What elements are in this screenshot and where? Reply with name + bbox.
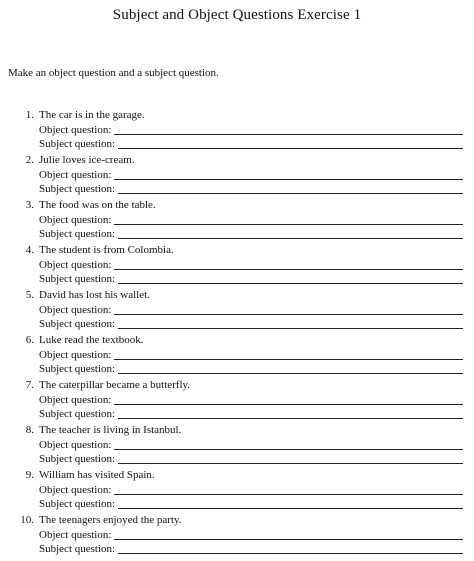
exercise-item	[0, 288, 474, 333]
object-question-label: Object question:	[39, 214, 112, 226]
item-sentence: The caterpillar became a butterfly.	[39, 379, 191, 391]
object-question-row	[39, 123, 463, 137]
instruction-text: Make an object question and a subject question.	[8, 67, 219, 79]
item-sentence: David has lost his wallet.	[39, 289, 150, 301]
object-question-label: Object question:	[39, 124, 112, 136]
object-question-label: Object question:	[39, 169, 112, 181]
item-number: 8.	[25, 424, 34, 436]
subject-question-row	[39, 452, 463, 466]
exercise-item	[0, 108, 474, 153]
item-number: 5.	[25, 289, 34, 301]
exercise-item	[0, 153, 474, 198]
object-question-label: Object question:	[39, 394, 112, 406]
subject-question-row	[39, 272, 463, 286]
subject-answer-line[interactable]	[118, 542, 463, 554]
subject-question-label: Subject question:	[39, 363, 116, 375]
exercise-item	[0, 198, 474, 243]
subject-question-row	[39, 542, 463, 556]
subject-answer-line[interactable]	[118, 362, 463, 374]
object-answer-line[interactable]	[114, 348, 463, 360]
item-sentence: The teacher is living in Istanbul.	[39, 424, 182, 436]
subject-question-row	[39, 317, 463, 331]
object-question-row	[39, 528, 463, 542]
object-answer-line[interactable]	[114, 528, 463, 540]
object-answer-line[interactable]	[114, 213, 463, 225]
subject-answer-line[interactable]	[118, 452, 463, 464]
subject-question-row	[39, 227, 463, 241]
object-question-label: Object question:	[39, 439, 112, 451]
subject-question-label: Subject question:	[39, 138, 116, 150]
subject-question-label: Subject question:	[39, 273, 116, 285]
subject-question-row	[39, 362, 463, 376]
subject-question-row	[39, 137, 463, 151]
object-answer-line[interactable]	[114, 168, 463, 180]
item-sentence: The teenagers enjoyed the party.	[39, 514, 182, 526]
subject-answer-line[interactable]	[118, 272, 463, 284]
object-question-label: Object question:	[39, 529, 112, 541]
exercise-item	[0, 423, 474, 468]
exercise-item	[0, 468, 474, 513]
subject-question-label: Subject question:	[39, 183, 116, 195]
object-question-row	[39, 168, 463, 182]
object-question-label: Object question:	[39, 259, 112, 271]
object-question-row	[39, 483, 463, 497]
subject-question-row	[39, 182, 463, 196]
object-answer-line[interactable]	[114, 303, 463, 315]
page-title: Subject and Object Questions Exercise 1	[112, 7, 362, 23]
subject-answer-line[interactable]	[118, 317, 463, 329]
subject-answer-line[interactable]	[118, 137, 463, 149]
subject-answer-line[interactable]	[118, 407, 463, 419]
item-number: 10.	[20, 514, 34, 526]
item-number: 7.	[25, 379, 34, 391]
subject-question-label: Subject question:	[39, 543, 116, 555]
exercise-item	[0, 378, 474, 423]
subject-question-label: Subject question:	[39, 228, 116, 240]
item-sentence: Julie loves ice-cream.	[39, 154, 135, 166]
item-number: 2.	[25, 154, 34, 166]
item-number: 4.	[25, 244, 34, 256]
object-question-label: Object question:	[39, 304, 112, 316]
object-answer-line[interactable]	[114, 258, 463, 270]
subject-question-row	[39, 497, 463, 511]
object-answer-line[interactable]	[114, 438, 463, 450]
item-number: 9.	[25, 469, 34, 481]
item-sentence: The car is in the garage.	[39, 109, 145, 121]
item-number: 3.	[25, 199, 34, 211]
subject-question-label: Subject question:	[39, 498, 116, 510]
object-question-row	[39, 258, 463, 272]
object-answer-line[interactable]	[114, 123, 463, 135]
object-question-row	[39, 348, 463, 362]
object-question-row	[39, 438, 463, 452]
exercise-item	[0, 513, 474, 558]
subject-question-label: Subject question:	[39, 408, 116, 420]
exercise-item	[0, 243, 474, 288]
subject-question-label: Subject question:	[39, 453, 116, 465]
object-question-row	[39, 303, 463, 317]
object-question-label: Object question:	[39, 349, 112, 361]
object-question-row	[39, 213, 463, 227]
item-number: 6.	[25, 334, 34, 346]
object-answer-line[interactable]	[114, 483, 463, 495]
subject-question-row	[39, 407, 463, 421]
subject-question-label: Subject question:	[39, 318, 116, 330]
exercise-item	[0, 333, 474, 378]
exercise-list	[0, 108, 474, 558]
subject-answer-line[interactable]	[118, 227, 463, 239]
item-sentence: The food was on the table.	[39, 199, 156, 211]
item-sentence: William has visited Spain.	[39, 469, 155, 481]
item-sentence: Luke read the textbook.	[39, 334, 144, 346]
subject-answer-line[interactable]	[118, 182, 463, 194]
object-answer-line[interactable]	[114, 393, 463, 405]
item-sentence: The student is from Colombia.	[39, 244, 174, 256]
item-number: 1.	[25, 109, 34, 121]
object-question-row	[39, 393, 463, 407]
object-question-label: Object question:	[39, 484, 112, 496]
subject-answer-line[interactable]	[118, 497, 463, 509]
